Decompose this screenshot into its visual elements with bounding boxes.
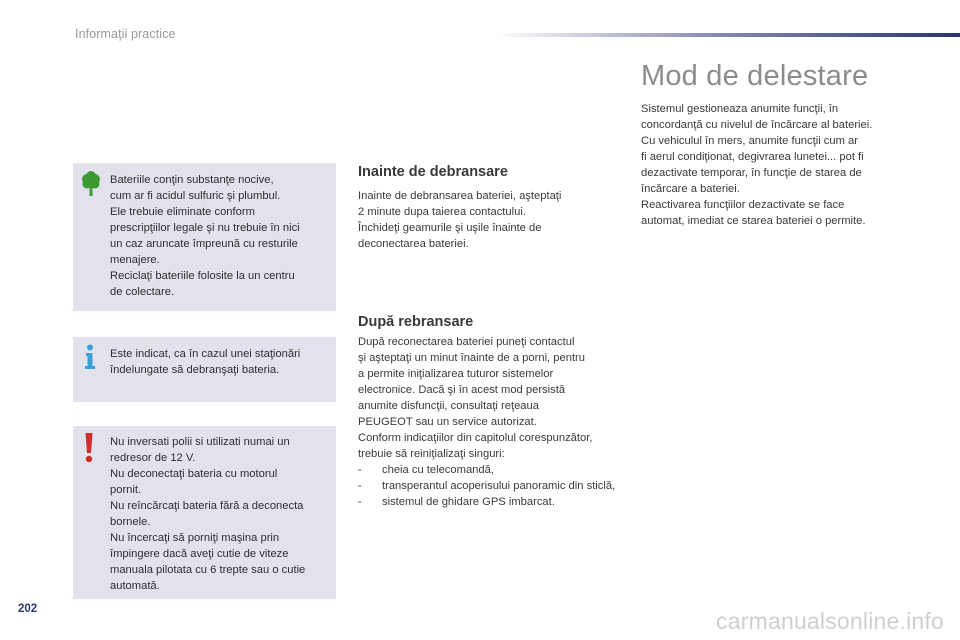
before-disconnect-text: Inainte de debransarea bateriei, aşteptaţi 2 minute dupa taierea contactului. Închideţi geamurile şi uşile înainte de deconectarea bateriei. bbox=[358, 190, 562, 250]
list-item: - transperantul acoperisului panoramic din sticlă, bbox=[358, 480, 616, 492]
environment-note-text: Bateriile conţin substanţe nocive, cum ar fi acidul sulfuric şi plumbul. Ele trebuie eliminate conform prescripţiilor legale şi nu trebuie în nici un caz aruncate împreună cu resturile menajere. Reciclaţi bateriile folosite la un centru de colectare. bbox=[110, 174, 300, 298]
list-item: - cheia cu telecomandă, bbox=[358, 464, 494, 476]
warning-note-text: Nu inversati polii si utilizati numai un redresor de 12 V. Nu deconectaţi bateria cu motorul pornit. Nu reîncărcaţi bateria fără a deconecta bornele. Nu încercaţi să porniţi maşina prin împingere dacă aveţi cutie de viteze manuala pilotata cu 6 trepte sau o cutie automată. bbox=[110, 436, 306, 592]
load-shedding-text: Sistemul gestioneaza anumite funcţii, în concordanţă cu nivelul de încărcare al bateriei. Cu vehiculul în mers, anumite funcţii cum ar fi aerul condiţionat, degivrarea lunetei... pot fi dezactivate temporar, în funcţie de starea de încărcare a bateriei. Reactivarea funcţiilor dezactivate se face automat, imediat ce starea bateriei o permite. bbox=[641, 103, 873, 227]
watermark: carmanualsonline.info bbox=[716, 608, 944, 634]
header-rule bbox=[495, 33, 960, 37]
info-note-box bbox=[73, 337, 336, 402]
section-title: Informaţii practice bbox=[75, 27, 176, 41]
list-item: - sistemul de ghidare GPS imbarcat. bbox=[358, 496, 555, 508]
reinitialize-list bbox=[358, 462, 628, 510]
warning-note-box bbox=[73, 426, 336, 599]
after-reconnect-heading: După rebransare bbox=[358, 314, 474, 330]
page-number: 202 bbox=[18, 603, 38, 615]
after-reconnect-text: După reconectarea bateriei puneţi contactul şi aşteptaţi un minut înainte de a porni, pentru a permite iniţializarea tuturor sistemelor electronice. Dacă şi în acest mod persistă anumite disfuncţii, consultaţi reţeaua PEUGEOT sau un service autorizat. Conform indicaţiilor din capitolul corespunzător, trebuie să reiniţializaţi singuri: bbox=[358, 336, 593, 460]
before-disconnect-heading: Inainte de debransare bbox=[358, 164, 508, 180]
environment-note-box bbox=[73, 163, 336, 311]
page-title: Mod de delestare bbox=[641, 60, 869, 92]
info-icon bbox=[83, 344, 97, 370]
exclamation-icon bbox=[84, 433, 94, 463]
tree-icon bbox=[81, 171, 101, 197]
info-note-text: Este indicat, ca în cazul unei staţionări îndelungate să debranşaţi bateria. bbox=[110, 348, 301, 376]
